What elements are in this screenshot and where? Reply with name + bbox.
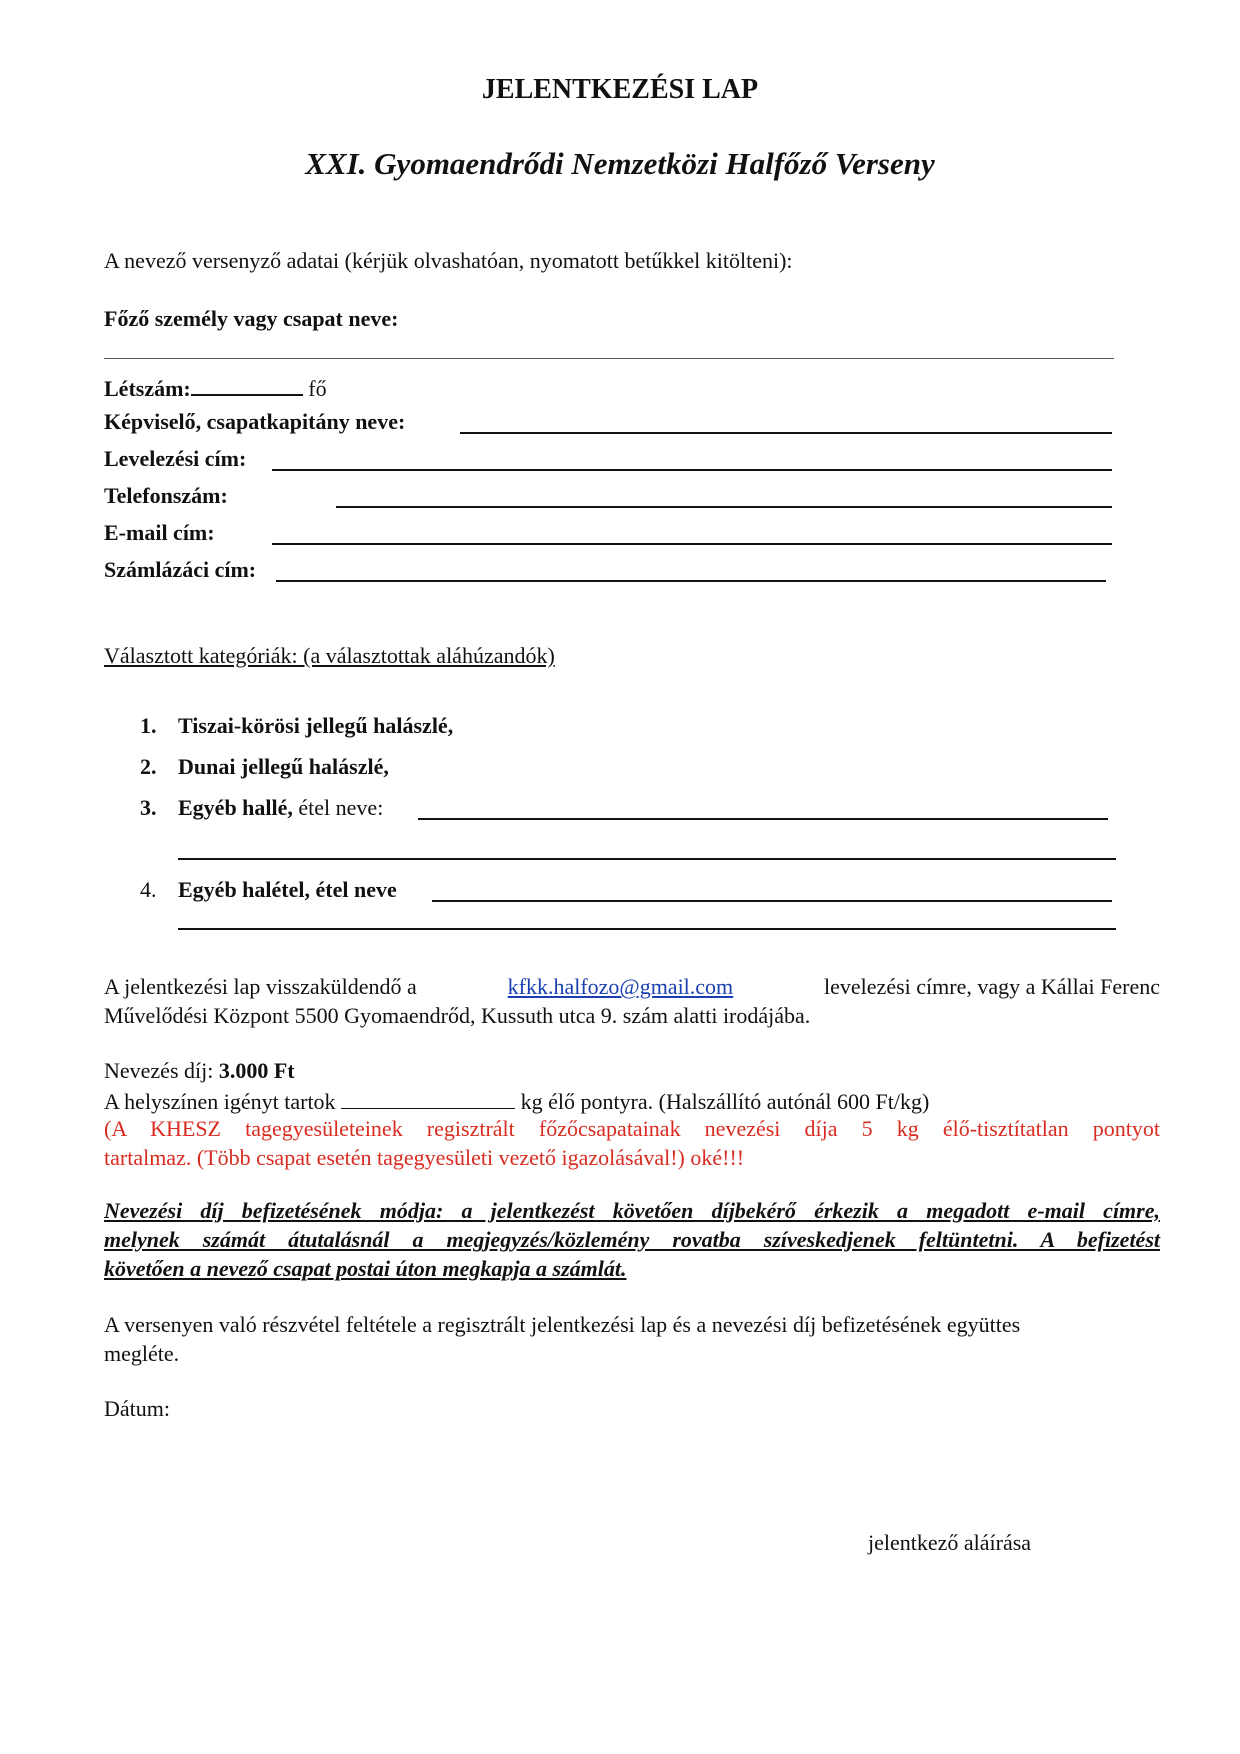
fee-amount: 3.000 Ft (218, 1058, 295, 1083)
category-item-3[interactable] (140, 795, 383, 821)
headcount-label: Létszám: (104, 376, 191, 401)
other-dish-name-field[interactable] (432, 900, 1112, 902)
category-label: Tiszai-körösi jellegű halászlé, (178, 713, 454, 738)
category-number: 3. (140, 795, 157, 820)
billing-label: Számlázáci cím: (104, 557, 257, 582)
other-soup-name-field[interactable] (418, 818, 1108, 820)
team-name-line[interactable] (104, 358, 1114, 359)
condition-text (104, 1310, 1160, 1368)
headcount-unit: fő (308, 376, 327, 401)
category-item-4[interactable] (140, 877, 397, 903)
condition-line2: megléte. (104, 1341, 180, 1366)
intro-text: A nevező versenyző adatai (kérjük olvashatóan, nyomatott betűkkel kitölteni): (104, 248, 793, 273)
phone-label: Telefonszám: (104, 483, 228, 508)
carp-before: A helyszínen igényt tartok (104, 1089, 336, 1114)
khesz-line2: tartalmaz. (Több csapat esetén tagegyesületi vezető igazolásával!) oké!!! (104, 1145, 745, 1170)
return-info (104, 972, 1160, 1030)
khesz-line1: (A KHESZ tagegyesületeinek regisztrált főzőcsapatainak nevezési díja 5 kg élő-tisztítatlan pontyot (104, 1116, 1160, 1141)
category-rest: étel neve: (298, 795, 384, 820)
email-field[interactable] (272, 543, 1112, 545)
carp-row (104, 1086, 929, 1115)
payment-line3: követően a nevező csapat postai úton megkapja a számlát. (104, 1256, 627, 1281)
khesz-note (104, 1114, 1160, 1172)
address-field[interactable] (272, 469, 1112, 471)
team-name-label: Főző személy vagy csapat neve: (104, 306, 399, 331)
billing-field[interactable] (276, 580, 1106, 582)
category-number: 2. (140, 754, 157, 779)
email-link[interactable]: kfkk.halfozo@gmail.com (507, 974, 734, 999)
payment-info (104, 1196, 1160, 1283)
email-label: E-mail cím: (104, 520, 215, 545)
captain-label: Képviselő, csapatkapitány neve: (104, 409, 406, 434)
return-before: A jelentkezési lap visszaküldendő a (104, 974, 417, 999)
category-item-1[interactable] (140, 713, 453, 739)
other-dish-name-field-2[interactable] (178, 928, 1116, 930)
other-soup-name-field-2[interactable] (178, 858, 1116, 860)
signature-label: jelentkező aláírása (868, 1530, 1032, 1555)
address-label: Levelezési cím: (104, 446, 247, 471)
payment-line1: Nevezési díj befizetésének módja: a jelentkezést követően díjbekérő érkezik a megadott e-mail címre, (104, 1198, 1160, 1223)
date-label: Dátum: (104, 1396, 170, 1421)
return-after: levelezési címre, vagy a Kállai Ferenc (824, 974, 1160, 999)
categories-heading: Választott kategóriák: (a választottak aláhúzandók) (104, 643, 555, 668)
condition-line1: A versenyen való részvétel feltétele a regisztrált jelentkezési lap és a nevezési díj befizetésének együttes (104, 1312, 1021, 1337)
captain-field[interactable] (460, 432, 1112, 434)
headcount-row (104, 372, 327, 402)
event-title: XXI. Gyomaendrődi Nemzetközi Halfőző Verseny (305, 146, 935, 181)
category-item-2[interactable] (140, 754, 389, 780)
payment-line2: melynek számát átutalásnál a megjegyzés/közlemény rovatba szíveskedjenek feltüntetni. A befizetést (104, 1227, 1160, 1252)
carp-after: kg élő pontyra. (Halszállító autónál 600 Ft/kg) (520, 1089, 930, 1114)
return-line2: Művelődési Központ 5500 Gyomaendrőd, Kussuth utca 9. szám alatti irodájába. (104, 1003, 811, 1028)
headcount-field[interactable] (191, 372, 303, 396)
category-label: Egyéb halétel, étel neve (178, 877, 397, 902)
category-label: Egyéb hallé, (178, 795, 293, 820)
carp-kg-field[interactable] (341, 1086, 515, 1109)
category-label: Dunai jellegű halászlé, (178, 754, 389, 779)
category-number: 4. (140, 877, 157, 902)
fee-label: Nevezés díj: (104, 1058, 214, 1083)
page-title: JELENTKEZÉSI LAP (481, 74, 759, 105)
category-number: 1. (140, 713, 157, 738)
phone-field[interactable] (336, 506, 1112, 508)
fee-row (104, 1058, 295, 1084)
